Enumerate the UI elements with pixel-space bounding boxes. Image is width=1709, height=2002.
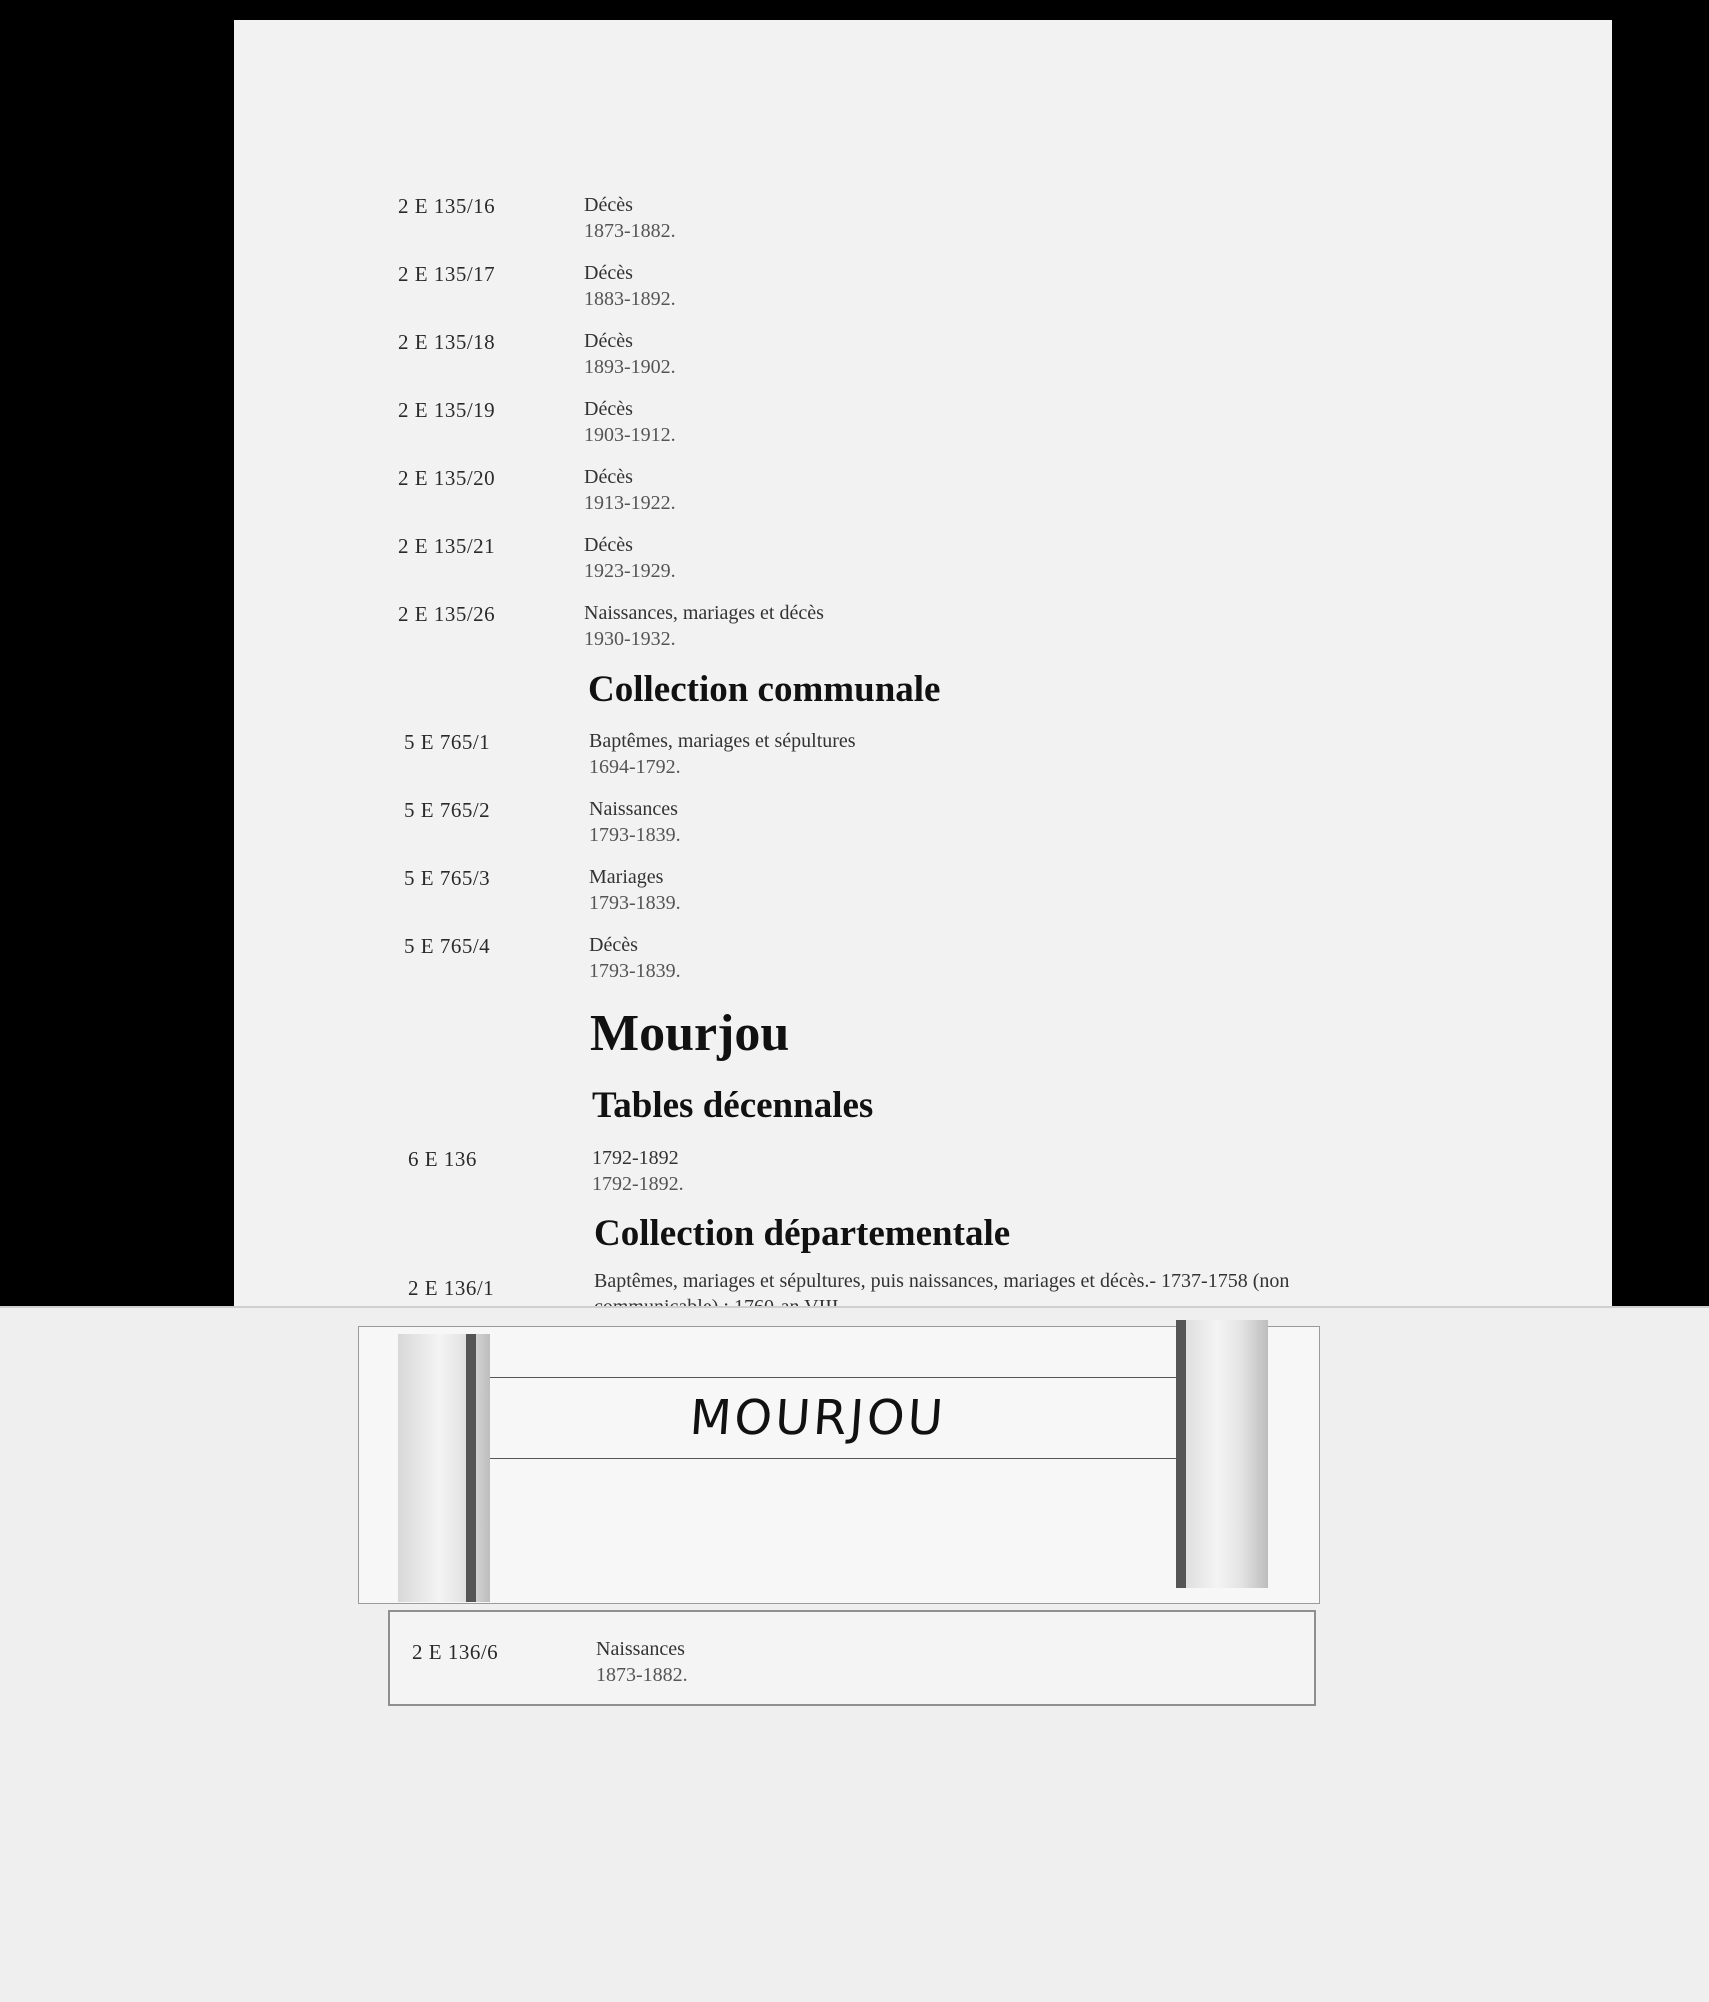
entry-desc [589,932,681,984]
entry-title: 1792-1892 [592,1147,679,1169]
entry-title: Décès [584,194,633,216]
entry-desc [589,796,681,848]
tape-strip-right [1176,1320,1268,1588]
tape-strip-left [398,1334,490,1602]
heading-collection-departementale: Collection départementale [594,1213,1011,1254]
entry-title: Décès [584,466,633,488]
entry-ref: 2 E 135/19 [398,398,496,422]
entry-dates: 1930-1932. [584,628,676,650]
entry-title: Naissances, mariages et décès [584,602,824,624]
handwritten-label: MOURJOU [688,1390,948,1446]
entry-ref: 2 E 135/17 [398,262,496,286]
entry-title: Naissances [596,1638,685,1660]
entry-desc [589,728,856,780]
entry-dates: 1913-1922. [584,492,676,514]
entry-title: Décès [589,934,638,956]
entry-desc [584,192,676,244]
heading-collection-communale: Collection communale [588,669,941,710]
entry-dates: 1883-1892. [584,288,676,310]
entry-ref: 2 E 135/21 [398,534,496,558]
entry-ref: 5 E 765/4 [404,934,491,958]
entry-ref: 2 E 135/26 [398,602,496,626]
entry-desc [592,1145,684,1197]
entry-dates: 1792-1892. [592,1173,684,1195]
entry-desc [584,464,676,516]
entry-dates: 1793-1839. [589,892,681,914]
entry-desc [584,328,676,380]
entry-title: Décès [584,262,633,284]
entry-dates: 1903-1912. [584,424,676,446]
entry-title: Décès [584,398,633,420]
entry-desc [589,864,681,916]
entry-title: Naissances [589,798,678,820]
entry-ref: 2 E 135/16 [398,194,496,218]
entry-desc [584,396,676,448]
heading-tables-decennales: Tables décennales [592,1085,874,1126]
entry-title: Décès [584,534,633,556]
entry-line: Baptêmes, mariages et sépultures, puis naissances, mariages et décès.- 1737-1758 (non [594,1270,1290,1292]
entry-desc [584,532,676,584]
entry-desc [596,1636,688,1688]
label-rule-bottom [460,1458,1202,1459]
entry-desc [584,260,676,312]
entry-title: Décès [584,330,633,352]
entry-desc [584,600,824,652]
entry-ref: 2 E 135/20 [398,466,496,490]
entry-ref: 5 E 765/3 [404,866,491,890]
label-rule-top [460,1377,1202,1378]
entry-title: Mariages [589,866,664,888]
entry-ref: 5 E 765/2 [404,798,491,822]
entry-ref: 2 E 136/1 [408,1276,495,1300]
entry-slip [388,1610,1316,1706]
entry-dates: 1923-1929. [584,560,676,582]
entry-dates: 1694-1792. [589,756,681,778]
entry-title: Baptêmes, mariages et sépultures [589,730,856,752]
entry-ref: 2 E 135/18 [398,330,496,354]
entry-dates: 1873-1882. [584,220,676,242]
entry-ref: 6 E 136 [408,1147,477,1171]
entry-dates: 1793-1839. [589,824,681,846]
heading-commune: Mourjou [590,1005,790,1062]
entry-dates: 1873-1882. [596,1664,688,1686]
entry-ref: 5 E 765/1 [404,730,491,754]
entry-dates: 1893-1902. [584,356,676,378]
entry-dates: 1793-1839. [589,960,681,982]
entry-ref: 2 E 136/6 [412,1640,499,1664]
